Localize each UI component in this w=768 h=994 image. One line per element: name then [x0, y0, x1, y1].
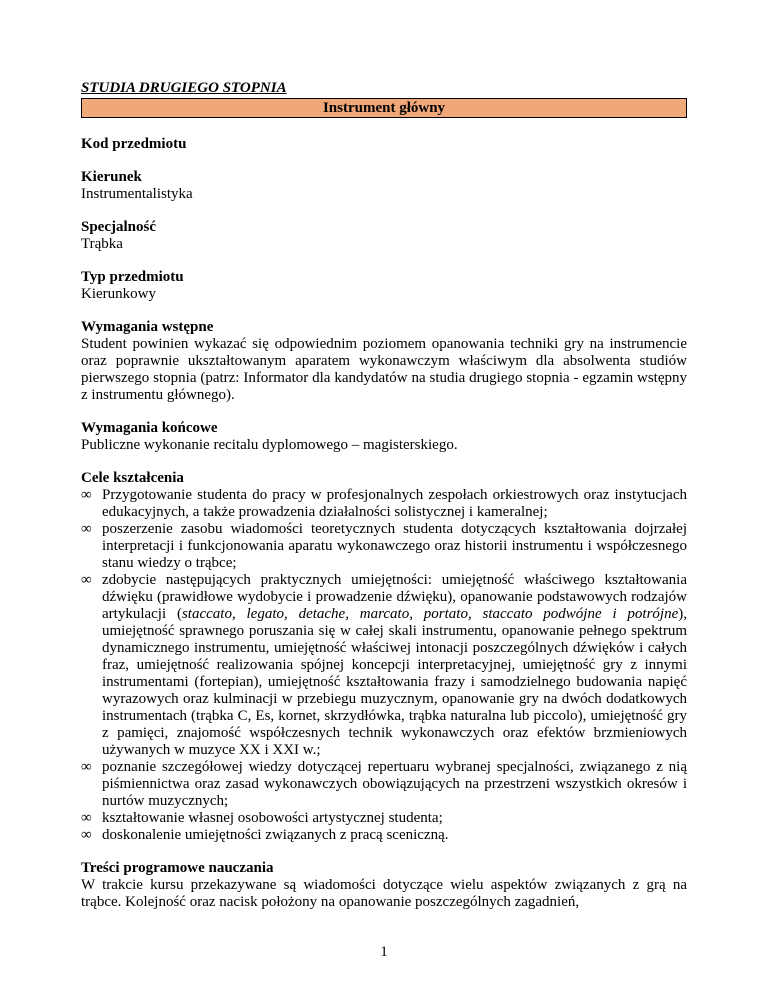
kod-label: Kod przedmiotu [81, 136, 187, 152]
tresci-label: Treści programowe nauczania [81, 860, 274, 876]
infinity-bullet-icon: ∞ [81, 521, 92, 537]
list-item [81, 759, 687, 810]
infinity-bullet-icon: ∞ [81, 810, 92, 826]
page-number: 1 [380, 944, 388, 960]
list-item [81, 572, 687, 759]
kierunek-value: Instrumentalistyka [81, 186, 193, 202]
section-wymagania-koncowe [81, 420, 687, 454]
infinity-bullet-icon: ∞ [81, 827, 92, 843]
wstepne-label: Wymagania wstępne [81, 319, 214, 335]
articulation-term: staccato [181, 606, 232, 622]
tresci-text: W trakcie kursu przekazywane są wiadomości dotyczące wielu aspektów związanych z grą na trąbce. Kolejność oraz nacisk położony na opanowanie poszczególnych zagadnień, [81, 877, 687, 910]
goal-text: poszerzenie zasobu wiadomości teoretycznych studenta dotyczących kształtowania dojrzałej interpretacji i funkcjonowania aparatu wykonawczego oraz historii instrumentu i współczesnego stanu wiedzy o trąbce; [102, 521, 687, 571]
koncowe-text: Publiczne wykonanie recitalu dyplomowego – magisterskiego. [81, 437, 458, 453]
goal-text: poznanie szczegółowej wiedzy dotyczącej repertuaru wybranej specjalności, związanego z nią piśmiennictwa oraz zasad wykonawczych obowiązujących na przestrzeni wszystkich okresów i nurtów muzycznych; [102, 759, 687, 809]
list-item [81, 521, 687, 572]
section-cele [81, 470, 687, 844]
wstepne-text: Student powinien wykazać się odpowiednim poziomem opanowania techniki gry na instrumencie oraz poprawnie ukształtowanym aparatem wykonawczym właściwym dla absolwenta studiów pierwszego stopnia (patrz: Informator dla kandydatów na studia drugiego stopnia - egzamin wstępny z instrumentu głównego). [81, 336, 687, 403]
infinity-bullet-icon: ∞ [81, 759, 92, 775]
section-wymagania-wstepne [81, 319, 687, 404]
cele-label: Cele kształcenia [81, 470, 184, 486]
goal-text-continued: ), umiejętność sprawnego poruszania się w całej skali instrumentu, opanowanie pełnego spektrum dynamicznego instrumentu, umiejętność właściwej intonacji poszczególnych dźwięków i całych fraz, umiejętność realizowania spójnej koncepcji interpretacyjnej, umiejętność gry z innymi instrumentami (fortepian), umiejętność kształtowania frazy i samodzielnego budowania napięć wyrazowych oraz kulminacji w przebiegu muzycznym, opanowanie gry na dwóch dodatkowych instrumentach (trąbka C, Es, kornet, skrzydłówka, trąbka naturalna lub piccolo), umiejętność gry z pamięci, znajomość współczesnych technik wykonawczych oraz efektów brzmieniowych używanych w muzyce XX i XXI w.; [102, 606, 688, 758]
section-kod [81, 136, 687, 153]
section-specjalnosc [81, 219, 687, 253]
list-item [81, 827, 687, 844]
specjalnosc-label: Specjalność [81, 219, 156, 235]
goal-text: kształtowanie własnej osobowości artystycznej studenta; [102, 810, 443, 826]
document-title: STUDIA DRUGIEGO STOPNIA [81, 80, 287, 96]
subject-header-bar: Instrument główny [81, 98, 687, 118]
document-page [81, 80, 687, 911]
list-item [81, 487, 687, 521]
goal-text-separator: , [231, 606, 247, 622]
typ-value: Kierunkowy [81, 286, 156, 302]
typ-label: Typ przedmiotu [81, 269, 184, 285]
infinity-bullet-icon: ∞ [81, 487, 92, 503]
koncowe-label: Wymagania końcowe [81, 420, 218, 436]
section-kierunek [81, 169, 687, 203]
goal-text: doskonalenie umiejętności związanych z pracą sceniczną. [102, 827, 449, 843]
section-typ [81, 269, 687, 303]
goal-text: Przygotowanie studenta do pracy w profesjonalnych zespołach orkiestrowych oraz instytucjach edukacyjnych, a także prowadzenia działalności solistycznej i kameralnej; [102, 487, 687, 520]
specjalnosc-value: Trąbka [81, 236, 123, 252]
goal-text: zdobycie następujących praktycznych umiejętności: umiejętność właściwego kształtowania dźwięku (prawidłowe wydobycie i prowadzenie dźwięku), opanowanie podstawowych rodzajów artykulacji ( [102, 572, 687, 622]
list-item [81, 810, 687, 827]
kierunek-label: Kierunek [81, 169, 142, 185]
goals-list [81, 487, 687, 844]
section-tresci [81, 860, 687, 911]
articulation-terms: legato, detache, marcato, portato, staccato podwójne i potrójne [246, 606, 679, 622]
infinity-bullet-icon: ∞ [81, 572, 92, 588]
